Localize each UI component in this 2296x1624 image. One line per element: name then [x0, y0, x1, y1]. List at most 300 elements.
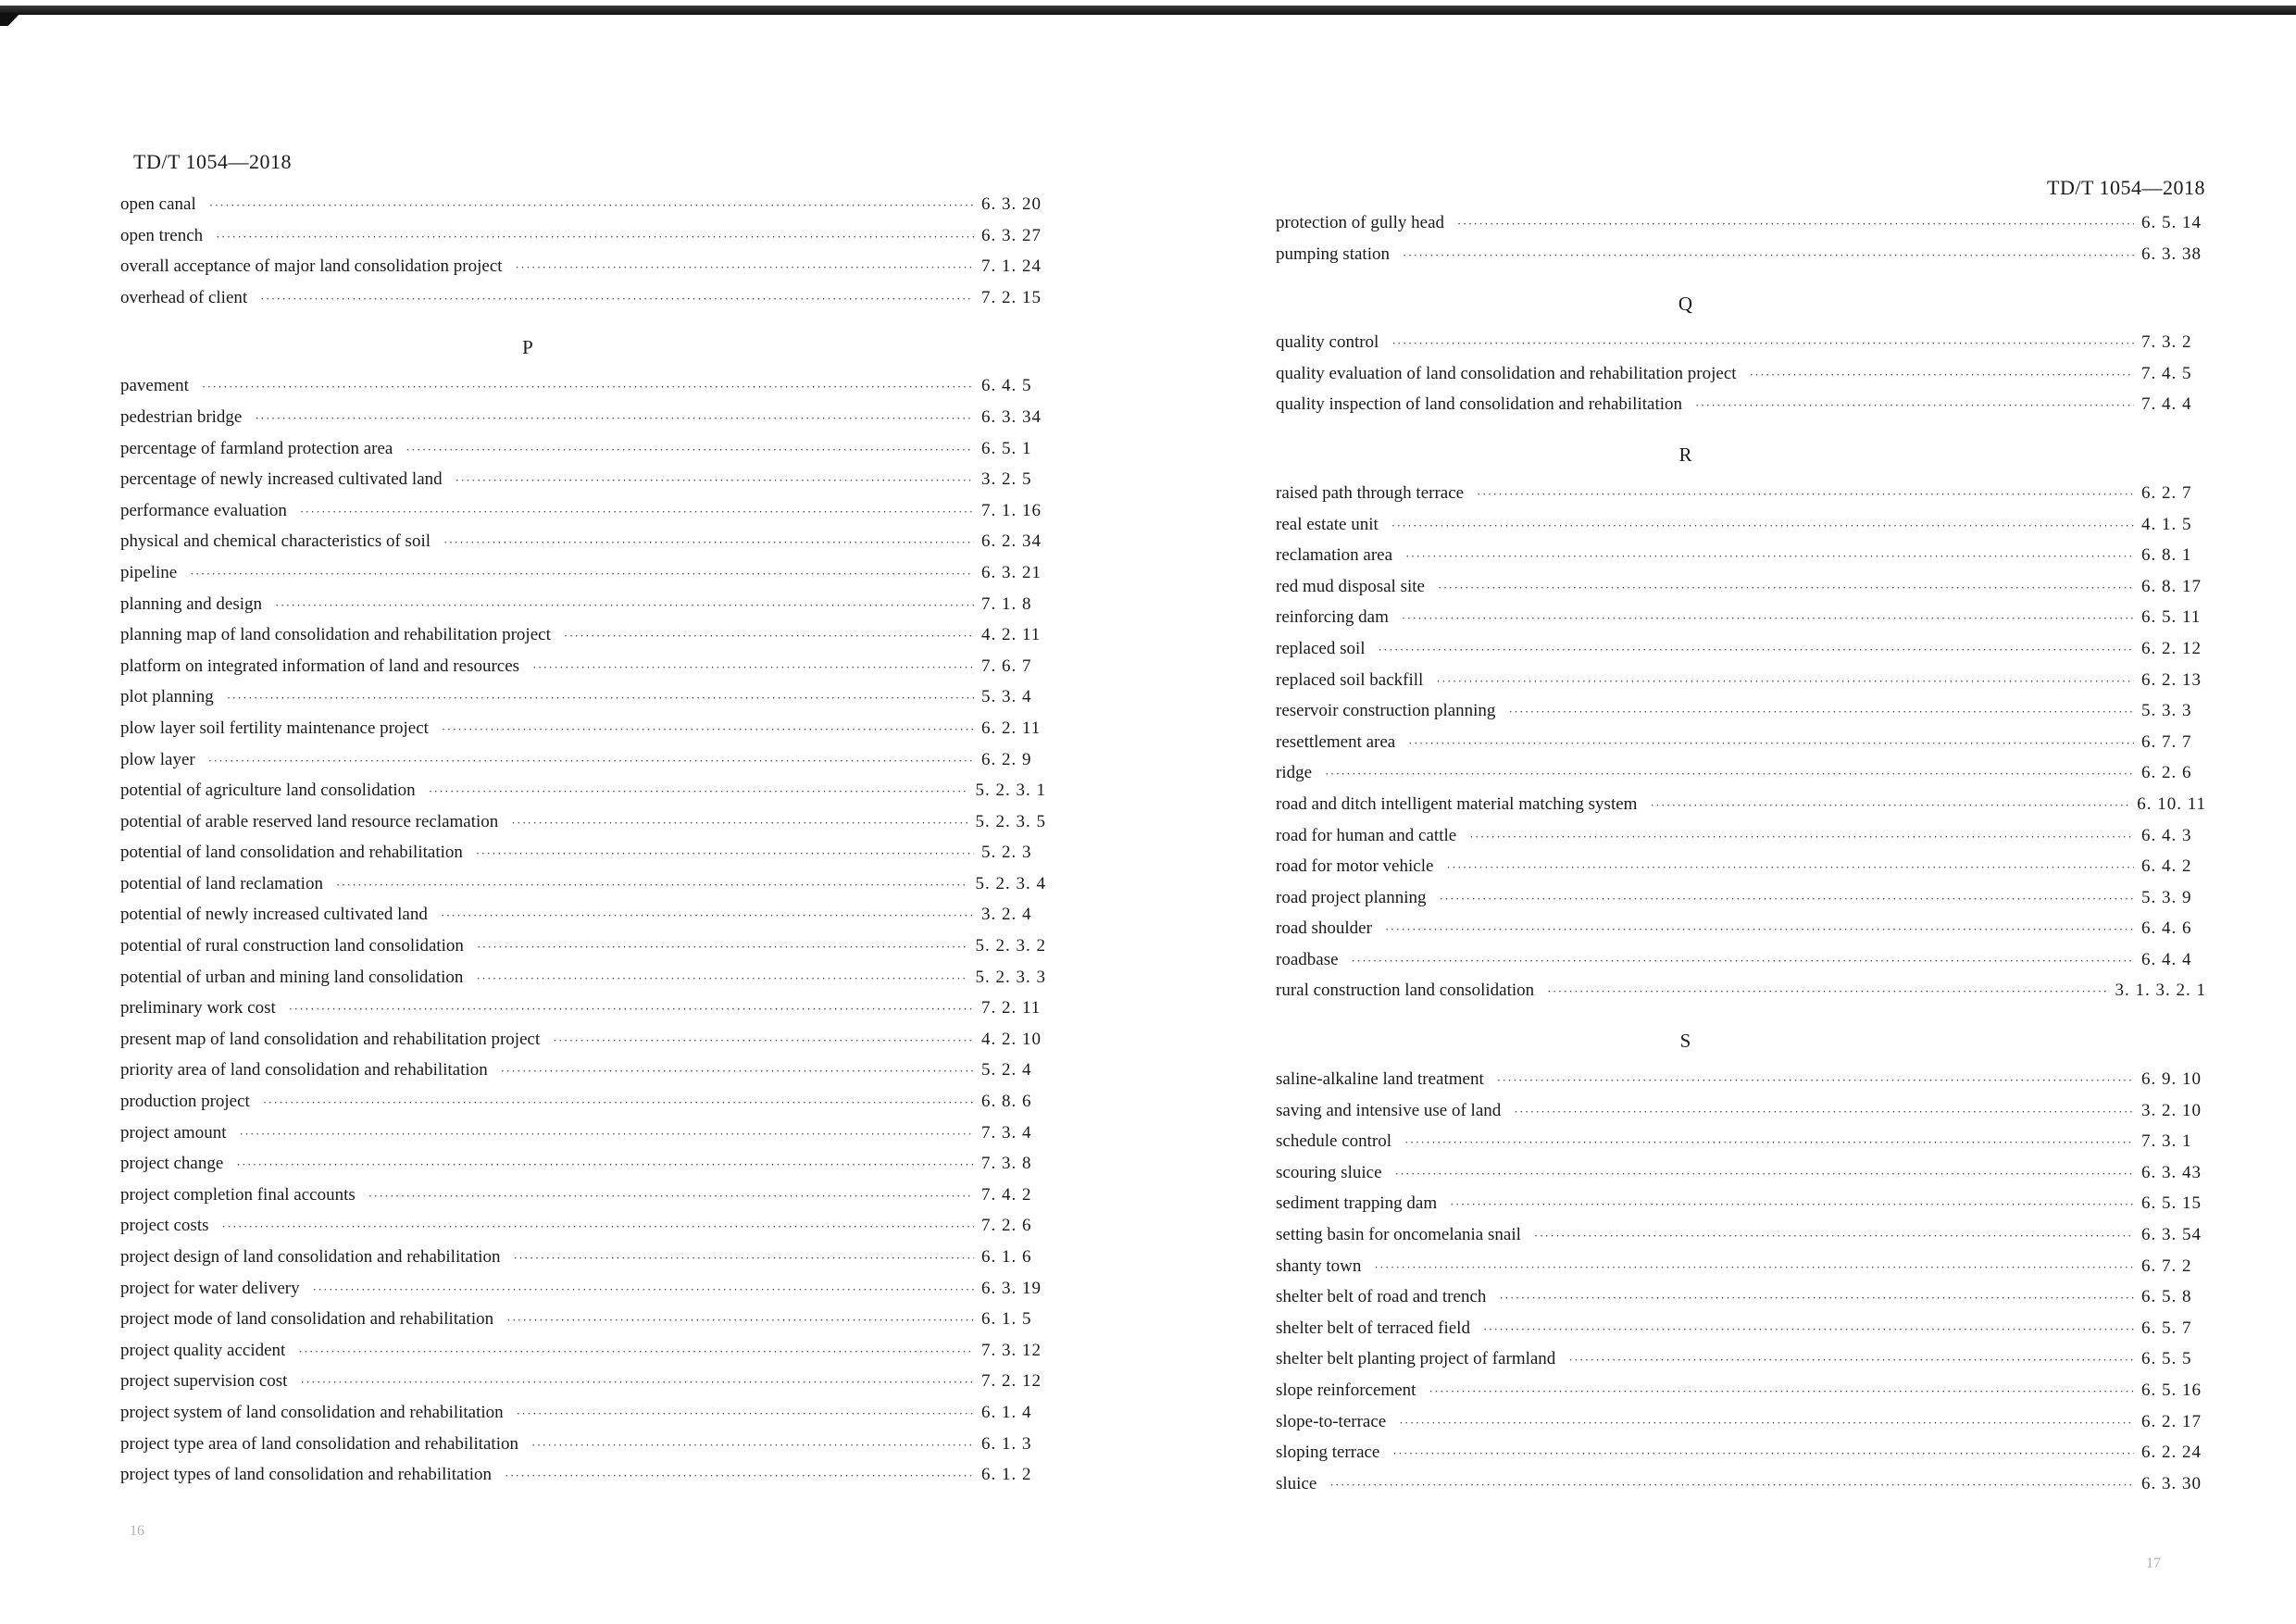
index-term: shelter belt planting project of farmland [1276, 1349, 1556, 1369]
index-entry [1276, 515, 2206, 546]
index-term: pumping station [1276, 244, 1390, 264]
dot-leader [511, 816, 967, 831]
dot-leader [1395, 1167, 2134, 1181]
index-term: protection of gully head [1276, 213, 1445, 232]
clause-reference: 7. 2. 6 [981, 1216, 1032, 1236]
clause-reference: 7. 3. 2 [2141, 332, 2192, 353]
index-term: real estate unit [1276, 514, 1379, 534]
index-entry [120, 376, 1046, 407]
clause-reference: 6. 3. 19 [981, 1278, 1042, 1298]
clause-reference: 4. 2. 11 [981, 625, 1042, 645]
index-term: project amount [120, 1122, 227, 1143]
index-term: project design of land consolidation and rehabilitation [120, 1247, 501, 1267]
index-term: potential of arable reserved land resource reclamation [120, 811, 499, 831]
clause-reference: 5. 3. 3 [2141, 701, 2192, 721]
section-letter: S [1679, 1030, 1691, 1053]
clause-reference: 7. 2. 11 [981, 998, 1042, 1018]
clause-reference: 7. 4. 2 [981, 1184, 1032, 1205]
index-term: potential of land reclamation [120, 873, 323, 893]
dot-leader [1385, 922, 2134, 937]
dot-leader [227, 691, 974, 706]
dot-leader [532, 660, 974, 675]
clause-reference: 6. 5. 1 [981, 438, 1032, 458]
index-term: resettlement area [1276, 731, 1396, 752]
dot-leader [1469, 830, 2134, 844]
index-term: roadbase [1276, 949, 1339, 969]
dot-leader [1352, 954, 2134, 968]
index-entry [120, 718, 1046, 750]
index-term: potential of urban and mining land consolidation [120, 967, 464, 987]
clause-reference: 4. 2. 10 [981, 1029, 1042, 1049]
clause-reference: 6. 5. 11 [2141, 607, 2202, 628]
page-number-left: 16 [130, 1523, 144, 1539]
dot-leader [1325, 767, 2134, 781]
index-entry [1276, 577, 2206, 608]
dot-leader [190, 567, 974, 581]
index-term: ridge [1276, 763, 1313, 783]
dot-leader [443, 535, 974, 550]
dot-leader [209, 198, 974, 213]
clause-reference: 6. 7. 7 [2141, 731, 2192, 752]
index-entry [120, 750, 1046, 781]
clause-reference: 6. 2. 17 [2141, 1411, 2202, 1431]
dot-leader [1399, 1416, 2134, 1430]
dot-leader [263, 1095, 974, 1110]
index-term: reservoir construction planning [1276, 701, 1496, 721]
index-entry [1276, 1101, 2206, 1132]
index-entry [120, 1123, 1046, 1155]
index-entry [120, 1434, 1046, 1466]
dot-leader [1750, 368, 2134, 382]
standard-code-left: TD/T 1054—2018 [133, 150, 292, 173]
dot-leader [216, 230, 974, 244]
index-term: setting basin for oncomelania snail [1276, 1225, 1521, 1245]
index-term: project completion final accounts [120, 1184, 356, 1205]
clause-reference: 6. 7. 2 [2141, 1255, 2192, 1276]
index-entry [1276, 1256, 2206, 1288]
index-term: production project [120, 1092, 250, 1112]
index-term: rural construction land consolidation [1276, 981, 1535, 1001]
index-term: potential of rural construction land consolidation [120, 936, 464, 956]
clause-reference: 6. 8. 1 [2141, 545, 2192, 566]
index-entry [1276, 794, 2206, 826]
index-entry [120, 1341, 1046, 1372]
clause-reference: 7. 3. 4 [981, 1122, 1032, 1143]
dot-leader [1547, 984, 2107, 999]
index-entry [1276, 394, 2206, 426]
dot-leader [1650, 798, 2129, 813]
index-entry [1276, 763, 2206, 794]
dot-leader [1497, 1073, 2134, 1088]
index-entry [1276, 888, 2206, 919]
clause-reference: 7. 3. 8 [981, 1154, 1032, 1174]
dot-leader [1457, 217, 2134, 231]
index-entry [120, 1309, 1046, 1341]
clause-reference: 6. 3. 30 [2141, 1473, 2202, 1493]
index-term: pedestrian bridge [120, 406, 243, 427]
dot-leader [531, 1438, 974, 1453]
section-letter: R [1678, 443, 1692, 466]
index-entry [1276, 483, 2206, 515]
dot-leader [1408, 736, 2134, 751]
index-term: project for water delivery [120, 1278, 300, 1298]
scan-top-edge [0, 6, 2296, 15]
dot-leader [1534, 1229, 2134, 1243]
index-term: quality control [1276, 332, 1379, 353]
dot-leader [501, 1064, 974, 1079]
clause-reference: 3. 1. 3. 2. 1 [2115, 981, 2206, 1001]
index-entry [1276, 1443, 2206, 1474]
index-term: road for motor vehicle [1276, 856, 1434, 877]
clause-reference: 7. 1. 8 [981, 593, 1032, 614]
index-term: road project planning [1276, 887, 1427, 907]
dot-leader [275, 598, 974, 613]
index-term: saline-alkaline land treatment [1276, 1069, 1484, 1090]
clause-reference: 7. 3. 1 [2141, 1131, 2192, 1152]
clause-reference: 5. 2. 4 [981, 1060, 1032, 1081]
clause-reference: 6. 9. 10 [2141, 1069, 2202, 1090]
dot-leader [1379, 643, 2134, 657]
clause-reference: 5. 2. 3. 2 [975, 936, 1046, 956]
index-term: project costs [120, 1216, 209, 1236]
dot-leader [506, 1313, 974, 1328]
index-entry [120, 936, 1046, 968]
clause-reference: 5. 2. 3 [981, 843, 1032, 863]
dot-leader [1374, 1260, 2134, 1275]
index-entry [120, 194, 1046, 226]
index-entry [1276, 732, 2206, 764]
dot-leader [240, 1127, 975, 1142]
dot-leader [202, 380, 974, 394]
page-number-right: 17 [2146, 1555, 2161, 1571]
clause-reference: 6. 3. 34 [981, 406, 1042, 427]
clause-reference: 3. 2. 4 [981, 905, 1032, 925]
clause-reference: 5. 2. 3. 4 [975, 873, 1046, 893]
index-term: road and ditch intelligent material matching system [1276, 793, 1638, 814]
index-entry [120, 687, 1046, 718]
index-term: overhead of client [120, 287, 248, 307]
index-entry [120, 563, 1046, 594]
index-entry [120, 1247, 1046, 1279]
index-entry [1276, 1349, 2206, 1380]
dot-leader [564, 629, 974, 643]
clause-reference: 7. 1. 16 [981, 500, 1042, 520]
clause-reference: 7. 3. 12 [981, 1340, 1042, 1360]
index-entry [120, 968, 1046, 999]
dot-leader [1405, 549, 2134, 564]
dot-leader [1402, 611, 2134, 626]
clause-reference: 5. 2. 3. 1 [975, 781, 1046, 801]
standard-code-right: TD/T 1054—2018 [2047, 176, 2205, 199]
clause-reference: 6. 5. 8 [2141, 1287, 2192, 1307]
dot-leader [514, 1251, 974, 1266]
index-term: potential of newly increased cultivated land [120, 905, 428, 925]
dot-leader [236, 1157, 974, 1172]
clause-reference: 6. 3. 21 [981, 562, 1042, 582]
index-entry [120, 874, 1046, 906]
index-entry [1276, 364, 2206, 395]
clause-reference: 3. 2. 5 [981, 469, 1032, 490]
dot-leader [1429, 1384, 2134, 1399]
index-entry [1276, 1412, 2206, 1443]
clause-reference: 6. 4. 4 [2141, 949, 2192, 969]
index-entry [1276, 1380, 2206, 1412]
index-entry [1276, 213, 2206, 244]
clause-reference: 6. 3. 54 [2141, 1225, 2202, 1245]
index-term: project type area of land consolidation and rehabilitation [120, 1433, 518, 1454]
clause-reference: 6. 5. 5 [2141, 1349, 2192, 1369]
index-term: potential of agriculture land consolidation [120, 781, 416, 801]
index-entry [120, 226, 1046, 257]
dot-leader [255, 411, 974, 426]
index-term: sloping terrace [1276, 1443, 1380, 1463]
clause-reference: 6. 2. 9 [981, 749, 1032, 769]
dot-leader [1329, 1478, 2134, 1493]
index-entry [1276, 950, 2206, 981]
index-entry [120, 439, 1046, 470]
clause-reference: 6. 4. 2 [2141, 856, 2192, 877]
index-term: percentage of newly increased cultivated land [120, 469, 443, 490]
index-term: sluice [1276, 1473, 1317, 1493]
dot-leader [298, 1344, 974, 1359]
index-entry [1276, 670, 2206, 702]
index-entry [120, 1154, 1046, 1185]
clause-reference: 5. 2. 3. 3 [975, 967, 1046, 987]
dot-leader [1440, 892, 2134, 906]
dot-leader [1483, 1322, 2134, 1337]
index-term: reinforcing dam [1276, 607, 1389, 628]
index-term: percentage of farmland protection area [120, 438, 393, 458]
clause-reference: 6. 3. 20 [981, 194, 1042, 214]
index-entry [120, 1279, 1046, 1310]
index-term: physical and chemical characteristics of soil [120, 531, 431, 552]
clause-reference: 6. 2. 12 [2141, 638, 2202, 658]
dot-leader [406, 443, 974, 457]
index-entry [120, 1371, 1046, 1403]
clause-reference: 6. 2. 13 [2141, 669, 2202, 690]
clause-reference: 7. 1. 24 [981, 256, 1042, 277]
dot-leader [1499, 1291, 2134, 1305]
dot-leader [517, 1406, 974, 1421]
index-term: pavement [120, 376, 189, 396]
index-entry [1276, 701, 2206, 732]
index-term: project system of land consolidation and rehabilitation [120, 1402, 504, 1422]
index-entry [120, 843, 1046, 874]
index-term: project change [120, 1154, 224, 1174]
clause-reference: 6. 2. 34 [981, 531, 1042, 552]
clause-reference: 6. 2. 7 [2141, 482, 2192, 503]
clause-reference: 7. 2. 12 [981, 1371, 1042, 1392]
index-list-right-page [1276, 213, 2206, 1505]
index-term: priority area of land consolidation and rehabilitation [120, 1060, 488, 1081]
index-entry [120, 531, 1046, 563]
scan-corner-mark [0, 13, 20, 26]
index-term: scouring sluice [1276, 1162, 1382, 1182]
dot-leader [1477, 487, 2134, 502]
index-entry [120, 625, 1046, 656]
index-term: quality inspection of land consolidation and rehabilitation [1276, 394, 1683, 415]
clause-reference: 6. 2. 11 [981, 718, 1042, 738]
index-term: replaced soil [1276, 638, 1366, 658]
index-entry [1276, 1474, 2206, 1505]
dot-leader [313, 1282, 974, 1297]
index-term: red mud disposal site [1276, 576, 1425, 596]
clause-reference: 6. 10. 11 [2137, 793, 2206, 814]
dot-leader [1450, 1197, 2134, 1212]
index-entry [120, 469, 1046, 501]
clause-reference: 6. 4. 3 [2141, 825, 2192, 845]
dot-leader [477, 940, 968, 955]
clause-reference: 6. 8. 17 [2141, 576, 2202, 596]
dot-leader [300, 505, 974, 519]
index-term: open trench [120, 225, 204, 245]
clause-reference: 6. 1. 4 [981, 1402, 1032, 1422]
index-term: overall acceptance of major land consolidation project [120, 256, 503, 277]
index-term: sediment trapping dam [1276, 1193, 1438, 1214]
index-term: plow layer [120, 749, 195, 769]
index-term: replaced soil backfill [1276, 669, 1424, 690]
index-term: project types of land consolidation and rehabilitation [120, 1465, 493, 1485]
clause-reference: 6. 2. 24 [2141, 1443, 2202, 1463]
dot-leader [476, 846, 974, 861]
index-term: quality evaluation of land consolidation and rehabilitation project [1276, 363, 1737, 383]
clause-reference: 6. 1. 2 [981, 1465, 1032, 1485]
dot-leader [1695, 398, 2134, 413]
dot-leader [300, 1375, 974, 1390]
index-term: performance evaluation [120, 500, 287, 520]
index-entry [1276, 918, 2206, 950]
dot-leader [553, 1033, 974, 1048]
index-entry [120, 656, 1046, 688]
index-term: plow layer soil fertility maintenance project [120, 718, 429, 738]
index-term: preliminary work cost [120, 998, 276, 1018]
dot-leader [505, 1468, 974, 1483]
clause-reference: 6. 1. 5 [981, 1309, 1032, 1330]
index-term: pipeline [120, 562, 178, 582]
index-entry [1276, 639, 2206, 670]
clause-reference: 6. 2. 6 [2141, 763, 2192, 783]
index-entry [120, 1030, 1046, 1061]
index-entry [120, 1465, 1046, 1496]
index-entry [120, 1403, 1046, 1434]
index-entry [1276, 607, 2206, 639]
clause-reference: 7. 6. 7 [981, 656, 1032, 676]
dot-leader [368, 1189, 974, 1204]
dot-leader [208, 754, 974, 768]
index-term: project supervision cost [120, 1371, 288, 1392]
clause-reference: 6. 5. 7 [2141, 1318, 2192, 1338]
dot-leader [1508, 705, 2134, 719]
index-entry [1276, 1318, 2206, 1350]
clause-reference: 5. 2. 3. 5 [975, 811, 1046, 831]
clause-reference: 6. 1. 3 [981, 1433, 1032, 1454]
clause-reference: 7. 2. 15 [981, 287, 1042, 307]
index-entry [1276, 332, 2206, 364]
index-entry [120, 1092, 1046, 1123]
dot-leader [1436, 674, 2134, 689]
index-entry [1276, 826, 2206, 857]
index-term: platform on integrated information of land and resources [120, 656, 520, 676]
index-term: planning and design [120, 593, 263, 614]
index-term: raised path through terrace [1276, 482, 1465, 503]
dot-leader [1392, 1446, 2134, 1461]
index-term: slope reinforcement [1276, 1380, 1416, 1400]
index-term: open canal [120, 194, 196, 214]
dot-leader [441, 908, 974, 923]
dot-leader [1404, 1135, 2134, 1150]
index-entry [120, 905, 1046, 936]
index-entry [120, 812, 1046, 843]
index-entry [1276, 1069, 2206, 1101]
clause-reference: 7. 4. 5 [2141, 363, 2192, 383]
index-term: project mode of land consolidation and rehabilitation [120, 1309, 494, 1330]
dot-leader [516, 260, 974, 275]
clause-reference: 6. 1. 6 [981, 1247, 1032, 1267]
dot-leader [429, 784, 968, 799]
clause-reference: 6. 5. 14 [2141, 213, 2202, 232]
index-entry [1276, 1225, 2206, 1256]
clause-reference: 6. 3. 38 [2141, 244, 2202, 264]
index-entry [120, 288, 1046, 319]
dot-leader [1568, 1353, 2134, 1368]
index-term: present map of land consolidation and rehabilitation project [120, 1029, 541, 1049]
index-term: road for human and cattle [1276, 825, 1457, 845]
dot-leader [260, 292, 974, 306]
index-entry [120, 1185, 1046, 1217]
index-entry [120, 407, 1046, 439]
dot-leader [336, 878, 968, 893]
clause-reference: 4. 1. 5 [2141, 514, 2192, 534]
dot-leader [455, 473, 974, 488]
index-term: shelter belt of terraced field [1276, 1318, 1470, 1338]
index-entry [120, 781, 1046, 812]
index-term: shanty town [1276, 1255, 1362, 1276]
section-letter: P [522, 336, 533, 359]
section-letter: Q [1678, 293, 1693, 316]
index-entry [1276, 1163, 2206, 1194]
dot-leader [222, 1219, 974, 1234]
clause-reference: 6. 3. 43 [2141, 1162, 2202, 1182]
clause-reference: 5. 3. 9 [2141, 887, 2192, 907]
dot-leader [1514, 1105, 2134, 1119]
index-entry [120, 998, 1046, 1030]
index-term: saving and intensive use of land [1276, 1100, 1502, 1120]
index-term: road shoulder [1276, 918, 1372, 939]
clause-reference: 6. 8. 6 [981, 1092, 1032, 1112]
index-term: reclamation area [1276, 545, 1393, 566]
clause-reference: 5. 3. 4 [981, 687, 1032, 707]
index-entry [120, 256, 1046, 288]
dot-leader [289, 1002, 974, 1017]
dot-leader [1391, 518, 2134, 533]
index-entry [120, 501, 1046, 532]
index-term: project quality accident [120, 1340, 286, 1360]
index-term: slope-to-terrace [1276, 1411, 1387, 1431]
index-entry [1276, 1131, 2206, 1163]
clause-reference: 6. 3. 27 [981, 225, 1042, 245]
index-entry [120, 594, 1046, 626]
clause-reference: 7. 4. 4 [2141, 394, 2192, 415]
index-term: shelter belt of road and trench [1276, 1287, 1487, 1307]
dot-leader [1446, 860, 2134, 875]
index-list-left-page [120, 194, 1046, 1496]
index-entry [120, 1060, 1046, 1092]
clause-reference: 6. 5. 16 [2141, 1380, 2202, 1400]
clause-reference: 6. 5. 15 [2141, 1193, 2202, 1214]
index-entry [1276, 856, 2206, 888]
clause-reference: 6. 4. 6 [2141, 918, 2192, 939]
clause-reference: 6. 4. 5 [981, 376, 1032, 396]
